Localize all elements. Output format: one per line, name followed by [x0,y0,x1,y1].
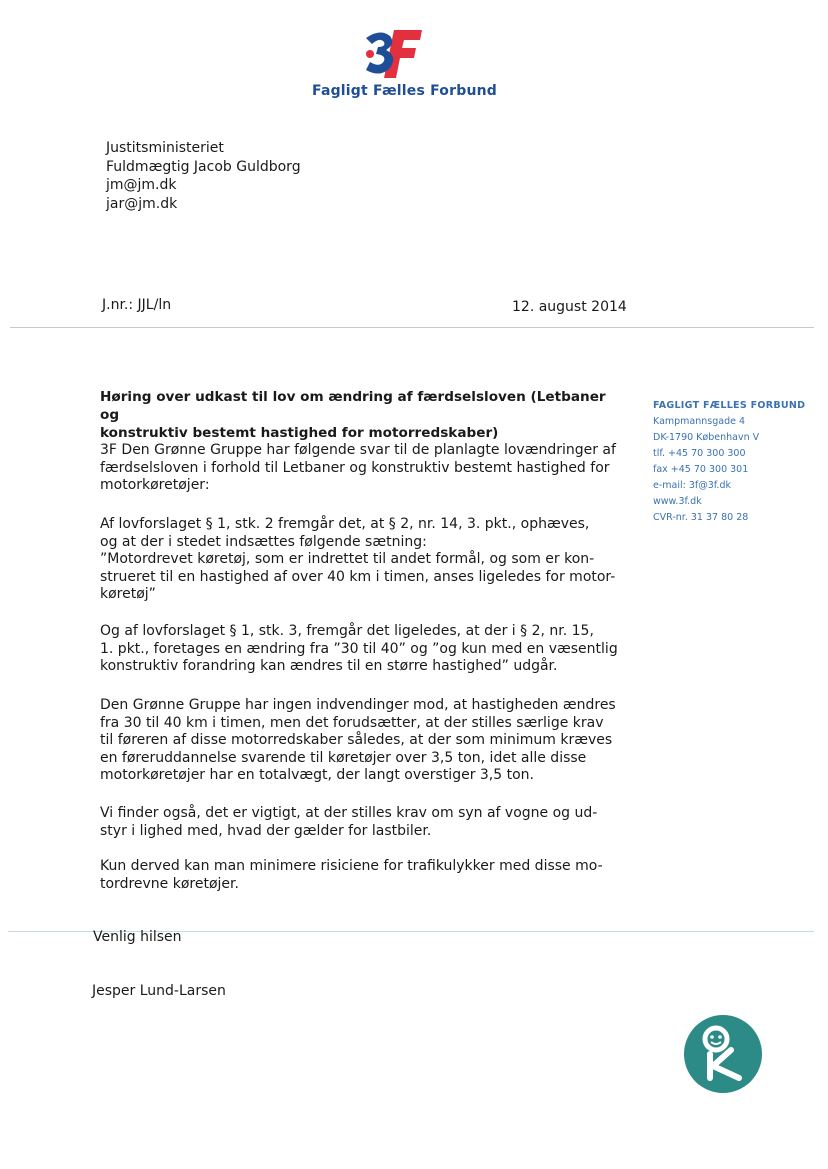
signer-name: Jesper Lund-Larsen [92,983,226,999]
recipient-line: Justitsministeriet [106,140,224,156]
3f-logo-icon [356,28,426,80]
address-line: DK-1790 København V [653,432,760,443]
address-line: Kampmannsgade 4 [653,416,746,427]
sender-address-block [653,398,805,526]
paragraph: Den Grønne Gruppe har ingen indvendinger mod, at hastigheden ændres fra 30 til 40 km i timen, men det forudsætter, at der stilles særlige krav til føreren af disse motorredskaber således, at der som minimum kræves en føreruddannelse svarende til køretøjer over 3,5 ton, idet alle disse motorkøretøjer har en totalvægt, der langt overstiger 3,5 ton. [100,697,616,783]
website: www.3f.dk [653,496,702,507]
reference-number: J.nr.: JJL/ln [102,297,172,313]
recipient-line: Fuldmægtig Jacob Guldborg [106,158,301,175]
email: e-mail: 3f@3f.dk [653,480,731,491]
paragraph: Vi finder også, det er vigtigt, at der stilles krav om syn af vogne og ud- styr i lighed med, hvad der gælder for lastbiler. [100,805,598,839]
divider [10,327,814,328]
org-name: Fagligt Fælles Forbund [312,83,498,99]
paragraph: 3F Den Grønne Gruppe har følgende svar til de planlagte lovændringer af færdselsloven i forhold til Letbaner og konstruktiv bestemt hastighed for motorkøretøjer: [100,442,616,493]
letter-date: 12. august 2014 [512,299,627,315]
recipient-email: jar@jm.dk [106,195,178,212]
phone: tlf. +45 70 300 300 [653,448,746,459]
closing: Venlig hilsen [93,929,182,945]
cvr: CVR-nr. 31 37 80 28 [653,512,749,523]
recipient-email: jm@jm.dk [106,177,177,193]
sidebar-org-name: FAGLIGT FÆLLES FORBUND [653,400,806,411]
subject-heading: Høring over udkast til lov om ændring af færdselsloven (Letbaner og konstruktiv bestemt hastighed for motorredskaber) [100,389,606,441]
paragraph: Og af lovforslaget § 1, stk. 3, fremgår det ligeledes, at der i § 2, nr. 15, 1. pkt., foretages en ændring fra ”30 til 40” og ”og kun med en væsentlig konstruktiv forandring kan ændres til en større hastighed” udgår. [100,623,618,674]
ok-badge-icon [683,1014,763,1094]
recipient-block [106,139,301,213]
paragraph: Kun derved kan man minimere risiciene for trafikulykker med disse mo- tordrevne køretøjer. [100,858,603,892]
fax: fax +45 70 300 301 [653,464,749,475]
paragraph: Af lovforslaget § 1, stk. 2 fremgår det, at § 2, nr. 14, 3. pkt., ophæves, og at der i stedet indsættes følgende sætning: ”Motordrevet køretøj, som er indrettet til andet formål, og som er kon- strueret til en hastighed af over 40 km i timen, anses ligeledes for motor- køretøj” [100,516,616,602]
